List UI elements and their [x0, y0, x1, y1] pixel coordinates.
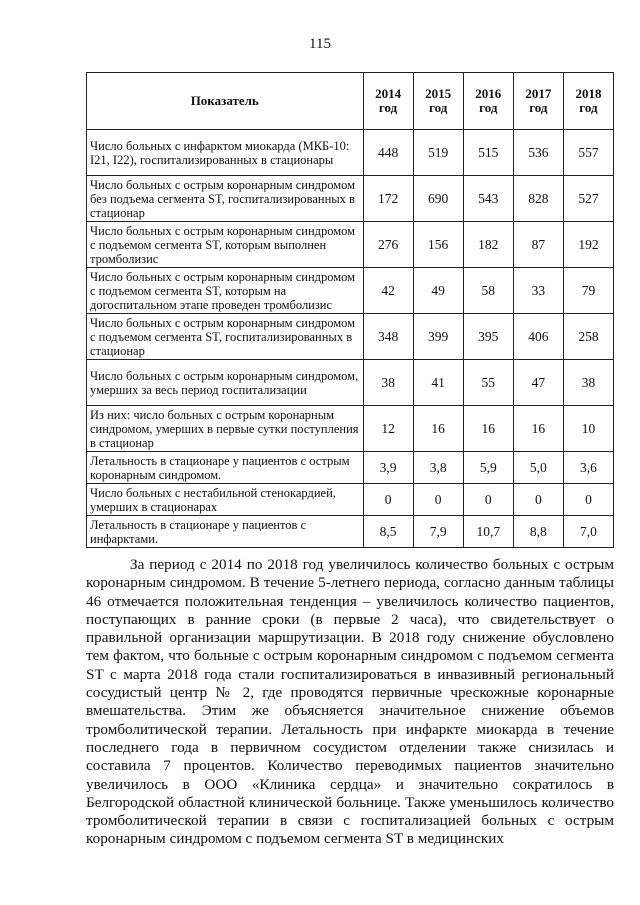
cell-value: 8,5	[363, 516, 413, 548]
row-label: Летальность в стационаре у пациентов с острым коронарным синдромом.	[87, 452, 364, 484]
header-year: 2018 год	[563, 73, 613, 130]
table-row	[87, 406, 614, 452]
cell-value: 156	[413, 222, 463, 268]
table-header-row	[87, 73, 614, 130]
page-number: 115	[309, 36, 331, 52]
table-row	[87, 484, 614, 516]
cell-value: 543	[463, 176, 513, 222]
cell-value: 0	[563, 484, 613, 516]
row-label: Число больных с острым коронарным синдромом без подъема сегмента ST, госпитализированных в стационар	[87, 176, 364, 222]
cell-value: 0	[513, 484, 563, 516]
cell-value: 38	[563, 360, 613, 406]
cell-value: 557	[563, 130, 613, 176]
row-label: Из них: число больных с острым коронарным синдромом, умерших в первые сутки поступления в стационар	[87, 406, 364, 452]
cell-value: 5,0	[513, 452, 563, 484]
cell-value: 448	[363, 130, 413, 176]
cell-value: 192	[563, 222, 613, 268]
cell-value: 276	[363, 222, 413, 268]
table-row	[87, 452, 614, 484]
row-label: Летальность в стационаре у пациентов с инфарктами.	[87, 516, 364, 548]
header-year: 2017 год	[513, 73, 563, 130]
cell-value: 515	[463, 130, 513, 176]
cell-value: 527	[563, 176, 613, 222]
cell-value: 7,9	[413, 516, 463, 548]
header-year: 2014 год	[363, 73, 413, 130]
cell-value: 258	[563, 314, 613, 360]
cell-value: 12	[363, 406, 413, 452]
header-year: 2015 год	[413, 73, 463, 130]
cell-value: 348	[363, 314, 413, 360]
cell-value: 16	[463, 406, 513, 452]
cell-value: 10,7	[463, 516, 513, 548]
cell-value: 33	[513, 268, 563, 314]
cell-value: 38	[363, 360, 413, 406]
cell-value: 536	[513, 130, 563, 176]
cell-value: 0	[363, 484, 413, 516]
cell-value: 690	[413, 176, 463, 222]
cell-value: 49	[413, 268, 463, 314]
statistics-table	[86, 72, 614, 548]
row-label: Число больных с острым коронарным синдромом с подъемом сегмента ST, которым выполнен тромболизис	[87, 222, 364, 268]
cell-value: 79	[563, 268, 613, 314]
row-label: Число больных с острым коронарным синдромом с подъемом сегмента ST, которым на догоспитальном этапе проведен тромболизис	[87, 268, 364, 314]
table-row	[87, 516, 614, 548]
table-row	[87, 222, 614, 268]
cell-value: 16	[413, 406, 463, 452]
row-label: Число больных с острым коронарным синдромом, умерших за весь период госпитализации	[87, 360, 364, 406]
cell-value: 7,0	[563, 516, 613, 548]
cell-value: 0	[463, 484, 513, 516]
cell-value: 828	[513, 176, 563, 222]
table-row	[87, 130, 614, 176]
cell-value: 10	[563, 406, 613, 452]
cell-value: 406	[513, 314, 563, 360]
cell-value: 3,6	[563, 452, 613, 484]
table-row	[87, 176, 614, 222]
cell-value: 519	[413, 130, 463, 176]
paragraph: За период с 2014 по 2018 год увеличилось количество больных с острым коронарным синдромом. В течение 5-летнего периода, согласно данным таблицы 46 отмечается положительная тенденция – увеличилось количество пациентов, поступающих в ранние сроки (в первые 2 часа), что свидетельствует о правильной организации маршрутизации. В 2018 году снижение обусловлено тем фактом, что больные с острым коронарным синдромом с подъемом сегмента ST с марта 2018 года стали госпитализироваться в инвазивный региональный сосудистый центр № 2, где проводятся первичные чрескожные коронарные вмешательства. Этим же объясняется значительное снижение объемов тромболитической терапии. Летальность при инфаркте миокарда в течение последнего года в первичном сосудистом отделении также снизилась и составила 7 процентов. Количество переводимых пациентов значительно увеличилось в ООО «Клиника сердца» и значительно сократилось в Белгородской областной клинической больнице. Также уменьшилось количество тромболитической терапии в связи с госпитализацией больных с острым коронарным синдромом с подъемом сегмента ST в медицинских	[86, 556, 614, 848]
row-label: Число больных с нестабильной стенокардией, умерших в стационарах	[87, 484, 364, 516]
cell-value: 16	[513, 406, 563, 452]
cell-value: 3,8	[413, 452, 463, 484]
cell-value: 55	[463, 360, 513, 406]
table-row	[87, 314, 614, 360]
cell-value: 172	[363, 176, 413, 222]
cell-value: 42	[363, 268, 413, 314]
cell-value: 3,9	[363, 452, 413, 484]
table-row	[87, 268, 614, 314]
cell-value: 58	[463, 268, 513, 314]
cell-value: 399	[413, 314, 463, 360]
cell-value: 8,8	[513, 516, 563, 548]
cell-value: 5,9	[463, 452, 513, 484]
cell-value: 0	[413, 484, 463, 516]
body-text	[86, 556, 614, 849]
cell-value: 41	[413, 360, 463, 406]
header-indicator: Показатель	[87, 73, 364, 130]
cell-value: 182	[463, 222, 513, 268]
table-row	[87, 360, 614, 406]
header-year: 2016 год	[463, 73, 513, 130]
cell-value: 47	[513, 360, 563, 406]
cell-value: 87	[513, 222, 563, 268]
row-label: Число больных с острым коронарным синдромом с подъемом сегмента ST, госпитализированных в стационар	[87, 314, 364, 360]
cell-value: 395	[463, 314, 513, 360]
row-label: Число больных с инфарктом миокарда (МКБ-10: I21, I22), госпитализированных в стационары	[87, 130, 364, 176]
